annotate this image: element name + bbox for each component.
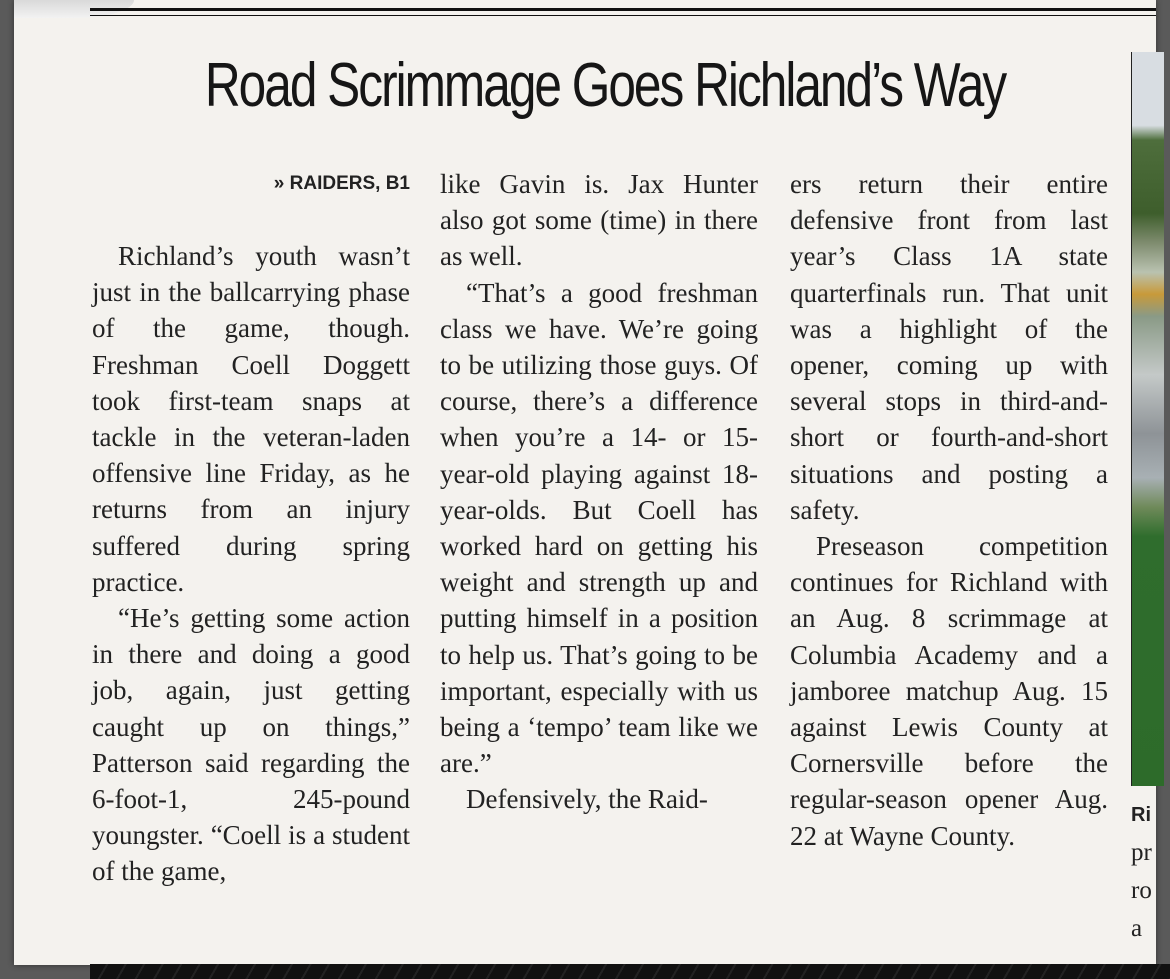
paragraph: like Gavin is. Jax Hunter also got some (time) in there as well. [440, 169, 758, 272]
headline: Road Scrimmage Goes Richland’s Way [204, 51, 1006, 120]
caption-line: ro [1131, 877, 1152, 904]
caption-line: Ri [1131, 804, 1151, 826]
caption-line: a [1131, 915, 1143, 942]
paragraph: “That’s a good freshman class we have. We’re going to be utilizing those guys. Of course, there’s a difference when you’re a 14- or 15-year-old playing against 18-year-olds. But Coell has worked hard on getting his weight and strength up and putting himself in a position to help us. That’s going to be important, especially with us being a ‘tempo’ team like we are.” [440, 277, 758, 779]
bottom-banner [90, 964, 1170, 979]
paragraph: Defensively, the Raid- [466, 784, 708, 815]
top-rule [90, 8, 1156, 11]
photo-crop [1131, 52, 1164, 786]
paragraph: Richland’s youth wasn’t just in the ballcarrying phase of the game, though. Freshman Coell Doggett took first-team snaps at tackle in the veteran-laden offensive line Friday, as he returns from an injury suffered during spring practice. [92, 241, 410, 597]
column-2 [440, 166, 758, 818]
column-1 [92, 166, 410, 890]
paragraph: “He’s getting some action in there and doing a good job, again, just getting caught up on things,” Patterson said regarding the 6-foot-1, 245-pound youngster. “Coell is a student of the game, [92, 603, 410, 887]
column-3 [790, 166, 1108, 854]
caption-line: pr [1131, 839, 1152, 866]
top-rule-thin [90, 15, 1156, 16]
photo-caption [1131, 796, 1161, 948]
paragraph: Preseason competition continues for Richland with an Aug. 8 scrimmage at Columbia Academy and a jamboree matchup Aug. 15 against Lewis County at Cornersville before the regular-season opener Aug. 22 at Wayne County. [790, 531, 1108, 851]
paragraph: ers return their entire defensive front from last year’s Class 1A state quarterfinals run. That unit was a highlight of the opener, coming up with several stops in third-and-short or fourth-and-short situations and posting a safety. [790, 169, 1108, 525]
jump-reference: » RAIDERS, B1 [273, 173, 410, 194]
